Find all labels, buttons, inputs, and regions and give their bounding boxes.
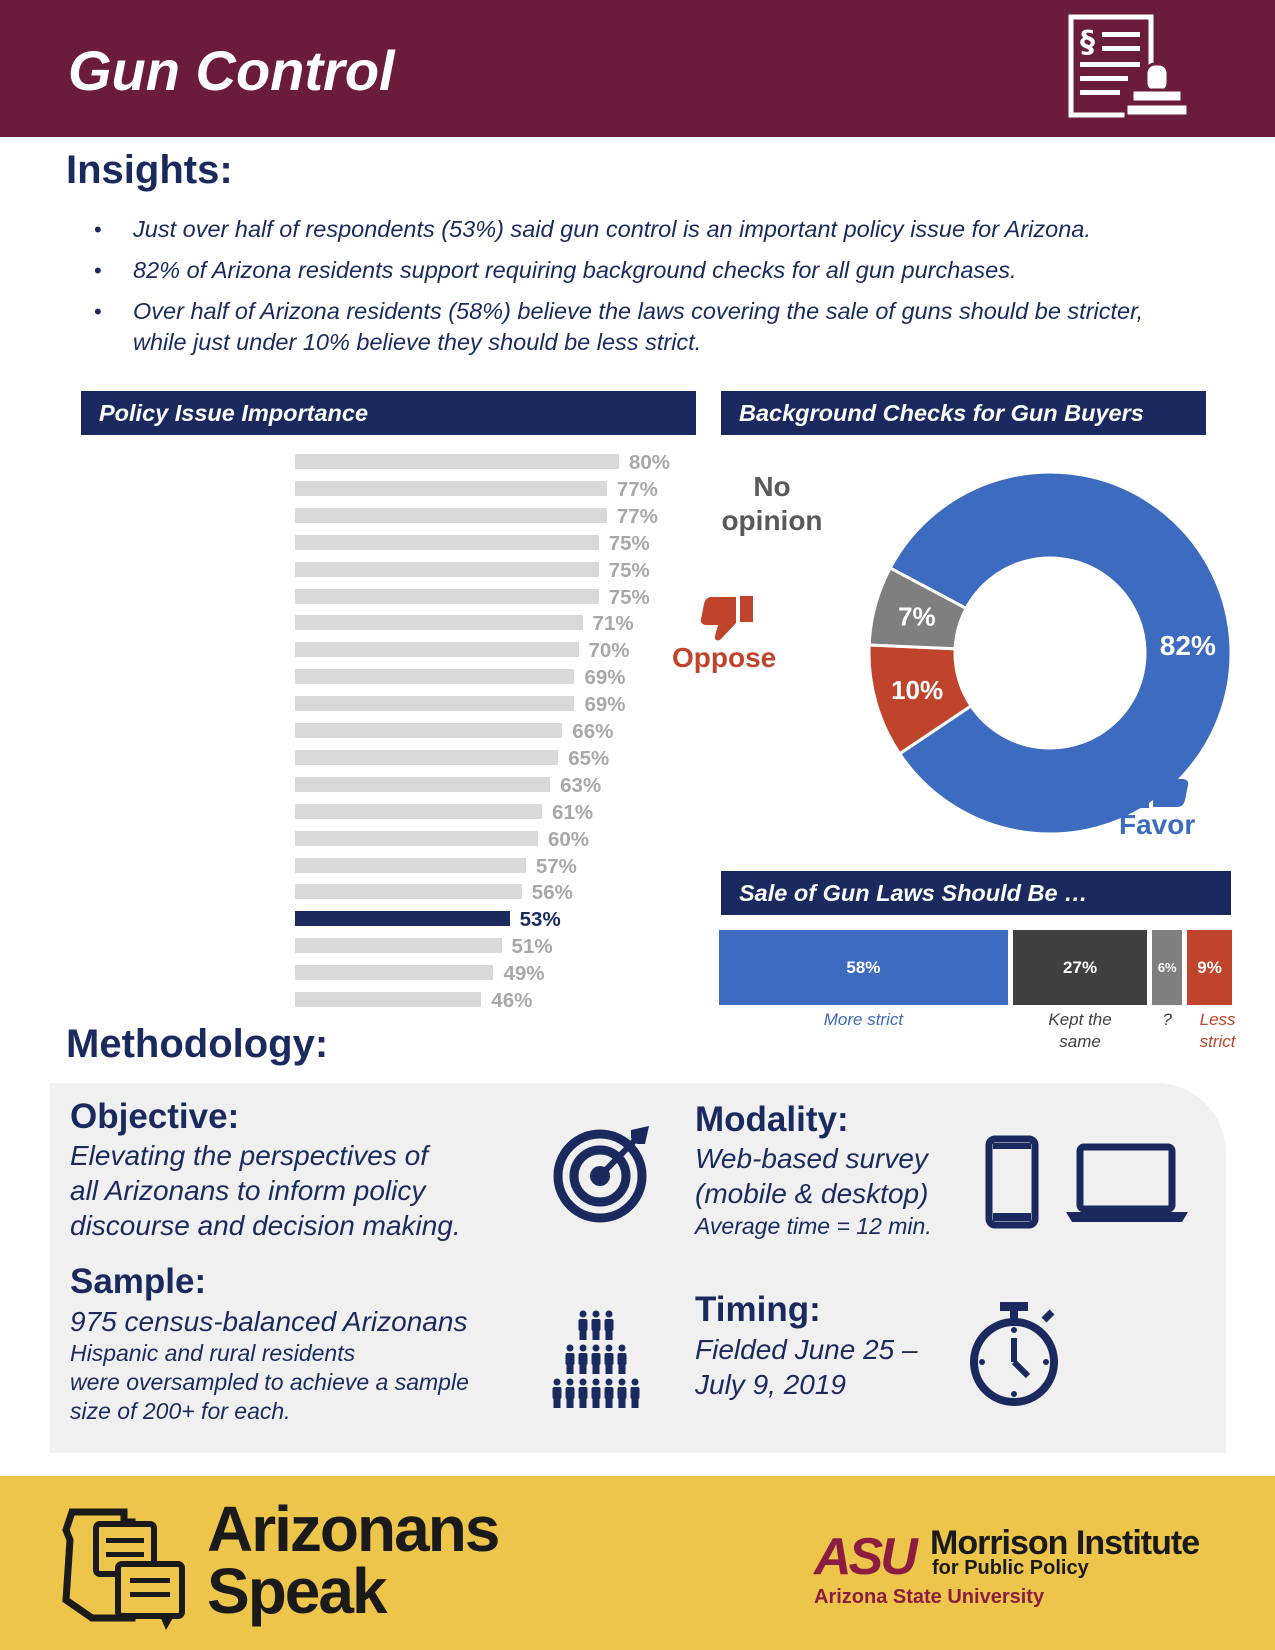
objective-line: all Arizonans to inform policy [70,1175,426,1206]
bar-value-label: 66% [572,720,614,743]
donut-value-label: 10% [891,675,944,706]
favor-label: Favor [1119,809,1196,840]
sample-line: size of 200+ for each. [70,1398,291,1424]
bar-value-label: 70% [588,639,630,663]
insight-item: 82% of Arizona residents support requiring background checks for all gun purchases. [133,257,1017,283]
stacked-category-label [1013,1009,1147,1053]
insights-heading: Insights: [66,148,233,192]
person-icon [553,1379,562,1409]
modality-line: (mobile & desktop) [695,1178,929,1209]
gun-laws-title: Sale of Gun Laws Should Be … [721,871,1231,915]
sample-line: Hispanic and rural residents [70,1340,356,1366]
stacked-category-label [1188,1009,1248,1053]
bar [295,615,583,630]
person-icon [592,1379,601,1409]
page-title: Gun Control [68,39,395,102]
arizona-chat-icon [62,1500,192,1640]
person-icon [579,1379,588,1409]
stacked-segment: 9% [1187,930,1232,1005]
no-opinion-label-line2: opinion [721,505,823,536]
bar-value-label: 77% [616,504,658,528]
bar-value-label: 57% [535,854,577,878]
bar [295,938,502,953]
bar [295,965,493,980]
bar [295,454,619,469]
bar-value-label: 53% [519,908,561,932]
thumbs-down-icon [700,594,756,642]
stacked-category-label-line: More strict [823,1010,904,1029]
timing-heading: Timing: [695,1290,821,1329]
modality-avg-time: Average time = 12 min. [695,1213,932,1239]
bar [295,723,562,738]
stacked-category-label-line: ? [1162,1010,1172,1029]
background-checks-title: Background Checks for Gun Buyers [721,391,1206,435]
bar [295,884,522,899]
objective-line: Elevating the perspectives of [70,1140,428,1171]
person-icon [579,1311,588,1341]
thumbs-up-icon [1133,762,1189,810]
person-icon [605,1345,614,1375]
no-opinion-label [720,470,824,538]
sample-details [70,1339,469,1426]
bar-value-label: 75% [608,585,650,609]
modality-heading: Modality: [695,1100,849,1139]
objective-text [70,1138,461,1243]
stopwatch-icon [964,1300,1064,1406]
institute-name: Morrison Institute [930,1524,1200,1562]
person-icon [618,1379,627,1409]
bar [295,804,542,819]
bar [295,589,599,604]
objective-heading: Objective: [70,1097,240,1136]
bar [295,669,574,684]
bar-value-label: 63% [560,773,602,797]
timing-line: July 9, 2019 [695,1369,846,1400]
person-icon [566,1345,575,1375]
bar-value-label: 75% [608,531,650,555]
person-icon [631,1379,640,1409]
bar [295,777,550,792]
person-icon [579,1345,588,1375]
sample-heading: Sample: [70,1262,207,1301]
timing-text [695,1332,918,1402]
stacked-segment: 27% [1013,930,1147,1005]
target-icon [553,1122,653,1222]
objective-line: discourse and decision making. [70,1210,461,1241]
bar-value-label: 56% [531,881,573,905]
svg-text:§: § [1080,25,1095,60]
donut-value-label: 82% [1159,629,1216,661]
bar [295,911,510,926]
person-icon [566,1379,575,1409]
modality-line: Web-based survey [695,1143,928,1174]
bar-value-label: 75% [608,558,650,582]
insight-item: Just over half of respondents (53%) said gun control is an important policy issue for Arizona. [133,216,1091,242]
bar-value-label: 46% [491,989,533,1012]
bar-value-label: 69% [584,693,626,717]
stacked-category-label-line: Kept the [1048,1010,1112,1029]
bar [295,562,599,577]
sample-line: were oversampled to achieve a sample [70,1369,469,1395]
bullet-marker: • [94,299,102,324]
stacked-category-label-line: same [1059,1032,1101,1051]
smartphone-icon [985,1135,1041,1230]
stacked-segment: 6% [1152,930,1182,1005]
bar-value-label: 51% [511,935,553,959]
asu-logo: ASU [814,1528,915,1586]
bullet-marker: • [94,217,102,242]
arizonans-speak-logo [207,1493,499,1627]
person-icon [605,1311,614,1341]
stacked-category-label-line: Less [1199,1010,1236,1029]
bar-value-label: 61% [552,800,594,824]
bar [295,535,599,550]
brand-line1: Arizonans [207,1493,499,1565]
bar [295,858,526,873]
bar [295,508,607,523]
donut-value-label: 7% [898,601,936,632]
methodology-heading: Methodology: [66,1022,329,1066]
bar [295,481,607,496]
person-icon [592,1311,601,1341]
laptop-icon [1064,1142,1190,1224]
bar-value-label: 49% [503,962,545,986]
stacked-segment: 58% [719,930,1008,1005]
people-pyramid-icon [548,1305,644,1415]
person-icon [605,1379,614,1409]
policy-importance-title: Policy Issue Importance [81,391,696,435]
no-opinion-label-line1: No [753,471,791,502]
oppose-label: Oppose [672,642,777,673]
modality-text [695,1141,928,1211]
bar [295,750,558,765]
insight-item: Over half of Arizona residents (58%) believe the laws covering the sale of guns should be stricter, while just under 10% believe they should be less strict. [133,298,1144,355]
bar-value-label: 60% [548,827,590,851]
bullet-marker: • [94,258,102,283]
bar-value-label: 69% [584,666,626,690]
timing-line: Fielded June 25 – [695,1334,918,1365]
institute-subtitle: for Public Policy [932,1557,1089,1579]
bar-value-label: 77% [616,477,658,501]
brand-line2: Speak [207,1555,386,1627]
person-icon [592,1345,601,1375]
legal-document-icon [1068,14,1192,120]
bar-value-label: 65% [568,746,610,770]
bar [295,642,579,657]
stacked-category-label [1152,1009,1182,1031]
bar-value-label: 80% [629,451,671,474]
person-icon [618,1345,627,1375]
bar [295,696,574,711]
bar-value-label: 71% [592,612,634,636]
sample-line1: 975 census-balanced Arizonans [70,1306,468,1337]
stacked-category-label [719,1009,1008,1031]
bar [295,831,538,846]
stacked-category-label-line: strict [1199,1032,1236,1051]
bar [295,992,481,1007]
university-name: Arizona State University [814,1586,1045,1608]
